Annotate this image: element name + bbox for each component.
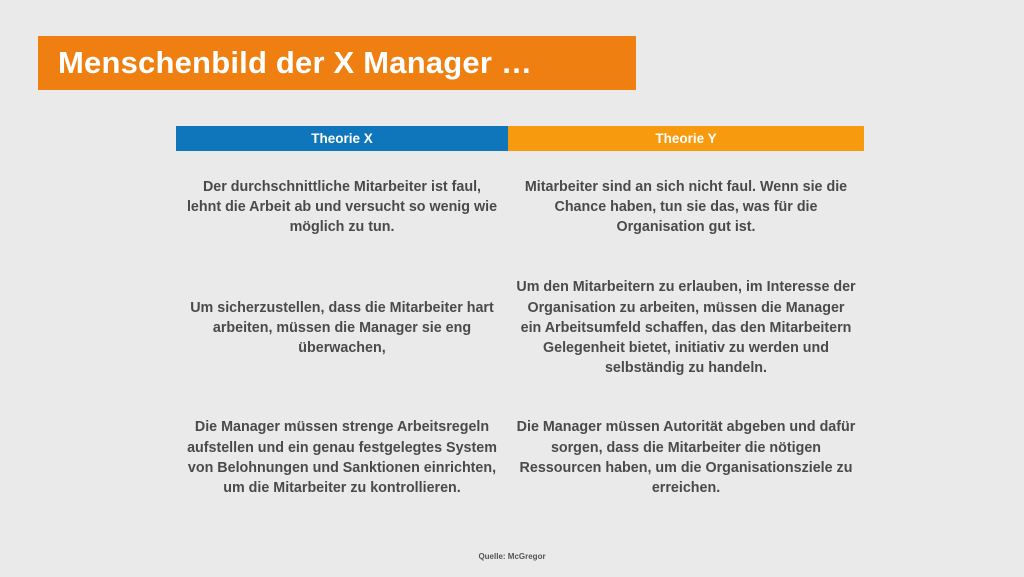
cell-theorie-y-3: Die Manager müssen Autorität abgeben und dafür sorgen, dass die Mitarbeiter die nötigen Ressourcen haben, um die Organisationsziele zu erreichen. <box>516 419 856 497</box>
cell-theorie-x-2: Um sicherzustellen, dass die Mitarbeiter hart arbeiten, müssen die Manager sie eng überwachen, <box>190 299 494 357</box>
source-note: Quelle: McGregor <box>478 552 546 561</box>
table-row <box>176 263 864 393</box>
cell-theorie-x-3: Die Manager müssen strenge Arbeitsregeln aufstellen und ein genau festgelegtes System von Belohnungen und Sanktionen einrichten, um die Mitarbeiter zu kontrollieren. <box>187 419 497 497</box>
cell-theorie-y-2: Um den Mitarbeitern zu erlauben, im Interesse der Organisation zu arbeiten, müssen die Manager ein Arbeitsumfeld schaffen, das den Mitarbeitern Gelegenheit bietet, initiativ zu werden und selbständig zu handeln. <box>516 279 856 377</box>
table-row <box>176 151 864 263</box>
page-title: Menschenbild der X Manager … <box>58 45 533 80</box>
column-header-theorie-x: Theorie X <box>176 126 508 151</box>
table-row <box>176 393 864 523</box>
column-header-theorie-y: Theorie Y <box>508 126 864 151</box>
table-header-row <box>176 126 864 151</box>
cell-theorie-y-1: Mitarbeiter sind an sich nicht faul. Wenn sie die Chance haben, tun sie das, was für die Organisation gut ist. <box>524 178 848 236</box>
cell-theorie-x-1: Der durchschnittliche Mitarbeiter ist faul, lehnt die Arbeit ab und versucht so wenig wie möglich zu tun. <box>186 178 498 236</box>
slide-title-bar <box>38 36 636 90</box>
comparison-table <box>176 126 864 523</box>
